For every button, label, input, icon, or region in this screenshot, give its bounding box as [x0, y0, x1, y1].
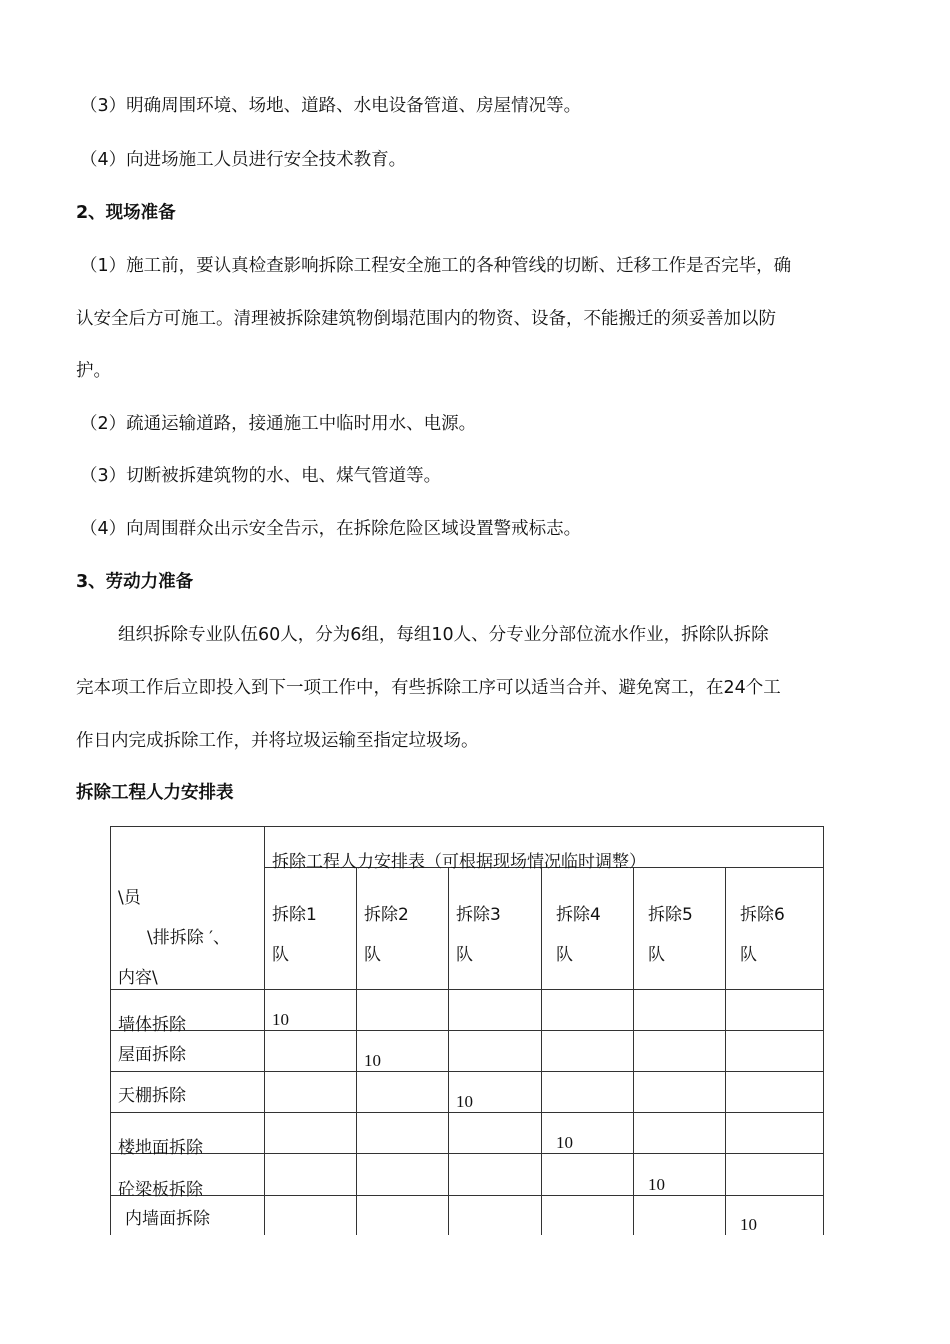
value-cell [357, 1072, 449, 1113]
value-cell [726, 1072, 824, 1113]
value-cell [265, 1031, 357, 1072]
task-cell: 楼地面拆除 [111, 1113, 265, 1154]
task-cell: 屋面拆除 [111, 1031, 265, 1072]
value-cell [449, 1031, 542, 1072]
table-row [111, 1072, 824, 1113]
heading-site-preparation: 2、现场准备 [76, 203, 176, 223]
value-cell [265, 1154, 357, 1196]
value-cell [357, 1113, 449, 1154]
corner-label-content: 内容\ [118, 968, 158, 988]
value-cell [634, 1031, 726, 1072]
team-header-1: 拆除1 队 [265, 868, 357, 990]
value-cell [634, 1196, 726, 1235]
value-cell [726, 1113, 824, 1154]
value-cell: 10 [449, 1072, 542, 1113]
paragraph-labor-line2: 完本项工作后立即投入到下一项工作中，有些拆除工序可以适当合并、避免窝工，在24个工 [76, 678, 781, 698]
value-cell [265, 1072, 357, 1113]
value-cell [634, 1072, 726, 1113]
paragraph-pipeline-check-line1: （1）施工前，要认真检查影响拆除工程安全施工的各种管线的切断、迁移工作是否完毕，确 [80, 256, 792, 276]
value-cell [265, 1196, 357, 1235]
staffing-table [110, 826, 824, 1235]
table-row [111, 1196, 824, 1235]
heading-labor-preparation: 3、劳动力准备 [76, 572, 194, 592]
table-title: 拆除工程人力安排表 [76, 783, 234, 803]
value-cell [726, 1154, 824, 1196]
task-cell: 天棚拆除 [111, 1072, 265, 1113]
task-cell: 砼梁板拆除 [111, 1154, 265, 1196]
value-cell [542, 990, 634, 1031]
corner-label-arrange: \排拆除 ′、 [147, 928, 230, 948]
table-row [111, 1154, 824, 1196]
value-cell [449, 1154, 542, 1196]
value-cell [542, 1154, 634, 1196]
value-cell [542, 1072, 634, 1113]
value-cell: 10 [542, 1113, 634, 1154]
value-cell [357, 1196, 449, 1235]
value-cell [449, 1196, 542, 1235]
team-header-2: 拆除2 队 [357, 868, 449, 990]
value-cell [542, 1031, 634, 1072]
team-header-6: 拆除6 队 [726, 868, 824, 990]
group-header-text: 拆除工程人力安排表（可根据现场情况临时调整） [272, 852, 646, 872]
paragraph-safety-education: （4）向进场施工人员进行安全技术教育。 [80, 150, 407, 170]
paragraph-pipeline-check-line3: 护。 [76, 361, 111, 381]
paragraph-warning-signs: （4）向周围群众出示安全告示，在拆除危险区域设置警戒标志。 [80, 519, 582, 539]
value-cell [726, 1031, 824, 1072]
value-cell: 10 [726, 1196, 824, 1235]
value-cell [634, 1113, 726, 1154]
table-row [111, 990, 824, 1031]
team-header-3: 拆除3 队 [449, 868, 542, 990]
paragraph-cut-utilities: （3）切断被拆建筑物的水、电、煤气管道等。 [80, 466, 442, 486]
paragraph-labor-line3: 作日内完成拆除工作，并将垃圾运输至指定垃圾场。 [76, 731, 479, 751]
value-cell: 10 [265, 990, 357, 1031]
value-cell [634, 990, 726, 1031]
task-cell: 墙体拆除 [111, 990, 265, 1031]
value-cell [265, 1113, 357, 1154]
value-cell [542, 1196, 634, 1235]
team-header-4: 拆除4 队 [542, 868, 634, 990]
corner-header-cell [111, 827, 265, 990]
value-cell [449, 1113, 542, 1154]
table-row [111, 1031, 824, 1072]
paragraph-environment: （3）明确周围环境、场地、道路、水电设备管道、房屋情况等。 [80, 96, 582, 116]
value-cell [449, 990, 542, 1031]
team-header-5: 拆除5 队 [634, 868, 726, 990]
value-cell [357, 990, 449, 1031]
corner-label-staff: \员 [118, 888, 141, 908]
value-cell [357, 1154, 449, 1196]
paragraph-transport-road: （2）疏通运输道路，接通施工中临时用水、电源。 [80, 414, 477, 434]
value-cell [726, 990, 824, 1031]
group-header-cell [265, 827, 824, 872]
paragraph-pipeline-check-line2: 认安全后方可施工。清理被拆除建筑物倒塌范围内的物资、设备，不能搬迁的须妥善加以防 [76, 309, 776, 329]
table-row [111, 1113, 824, 1154]
value-cell: 10 [634, 1154, 726, 1196]
paragraph-labor-line1: 组织拆除专业队伍60人，分为6组，每组10人、分专业分部位流水作业，拆除队拆除 [118, 625, 769, 645]
value-cell: 10 [357, 1031, 449, 1072]
task-cell: 内墙面拆除 [111, 1196, 265, 1235]
